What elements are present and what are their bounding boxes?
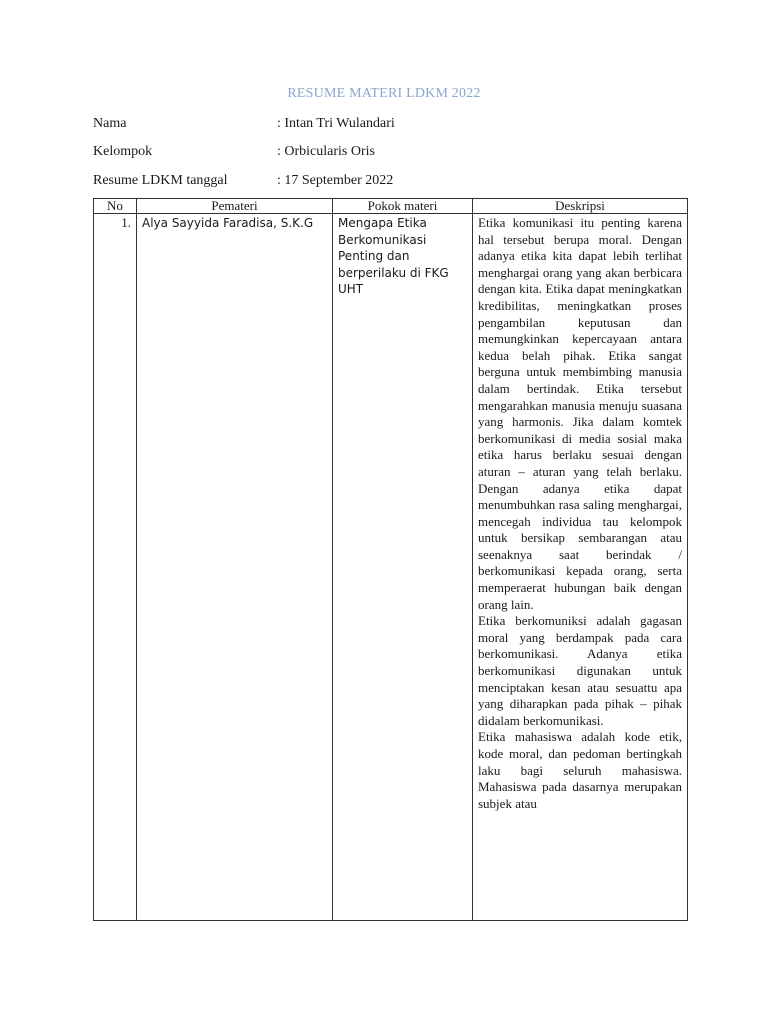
info-value-tanggal: : 17 September 2022 [277, 173, 394, 188]
info-label-nama: Nama [93, 116, 127, 131]
header-no: No [94, 199, 137, 214]
deskripsi-paragraph-1: Etika komunikasi itu penting karena hal tersebut berupa moral. Dengan adanya etika kita dapat lebih terlihat menghargai orang yang akan berbicara dengan kita. Etika dapat meningkatkan kredibilitas, meningkatkan proses pengambilan keputusan dan memungkinkan kepercayaan antara kedua belah pihak. Etika sangat berguna untuk membimbing manusia dalam bertindak. Etika tersebut mengarahkan manusia menuju suasana yang harmonis. Jika dalam komtek berkomunikasi di media sosial maka etika harus berlaku sesuai dengan aturan – aturan yang telah berlaku. Dengan adanya etika dapat menumbuhkan rasa saling menghargai, mencegah individua tau kelompok untuk bersikap sembarangan atau seenaknya saat berindak / berkomunikasi kepada orang, serta memperaerat hubungan baik dengan orang lain. [478, 215, 682, 612]
table-header-row [94, 199, 688, 214]
info-value-kelompok: : Orbicularis Oris [277, 144, 375, 159]
header-deskripsi: Deskripsi [473, 199, 688, 214]
header-pemateri: Pemateri [137, 199, 333, 214]
info-label-kelompok: Kelompok [93, 144, 153, 159]
header-pokok-materi: Pokok materi [333, 199, 473, 214]
cell-pemateri: Alya Sayyida Faradisa, S.K.G [137, 214, 333, 921]
resume-table [93, 198, 688, 921]
cell-no: 1. [94, 214, 137, 921]
deskripsi-paragraph-2: Etika berkomuniksi adalah gagasan moral yang berdampak pada cara berkomunikasi. Adanya etika berkomunikasi digunakan untuk menciptakan kesan atau sesuattu apa yang diharapkan pada pihak – pihak didalam berkomunikasi. [478, 613, 682, 728]
deskripsi-paragraph-3: Etika mahasiswa adalah kode etik, kode moral, dan pedoman bertingkah laku bagi seluruh mahasiswa. Mahasiswa pada dasarnya merupakan subjek atau [478, 729, 682, 811]
info-label-tanggal: Resume LDKM tanggal [93, 173, 228, 188]
document-title: RESUME MATERI LDKM 2022 [287, 86, 481, 101]
info-value-nama: : Intan Tri Wulandari [277, 116, 395, 131]
table-row [94, 214, 688, 921]
cell-pokok-materi: Mengapa Etika Berkomunikasi Penting dan berperilaku di FKG UHT [333, 214, 473, 921]
cell-deskripsi [473, 214, 688, 921]
